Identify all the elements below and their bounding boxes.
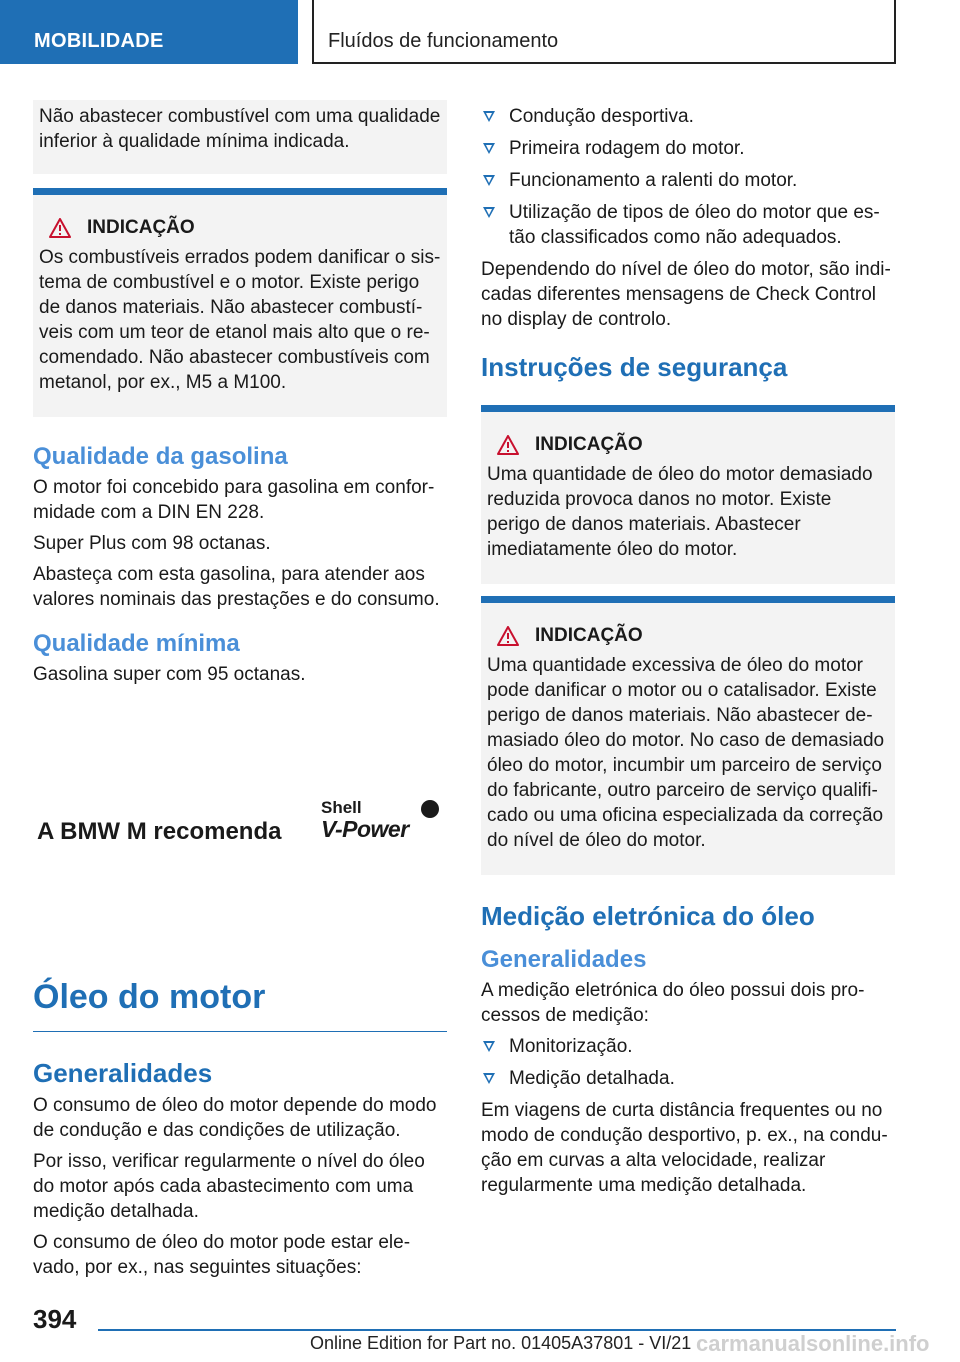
list-item: Primeira rodagem do motor. — [481, 136, 895, 161]
bullet-triangle-icon — [483, 1041, 495, 1052]
warning-text: Os combustíveis errados podem danificar o sistema de combustível e o motor. Existe perigo de danos materiais. Não abastecer combustíveis com um teor de etanol mais alto que o recomendado. Não abastecer combustíveis com metanol, por ex., M5 a M100. — [39, 247, 441, 393]
electronic-measurement-heading: Medição eletrónica do óleo — [481, 901, 815, 931]
warning-title-text: INDICAÇÃO — [87, 217, 195, 238]
warning-box-fuel — [33, 188, 447, 417]
warning-title-text: INDICAÇÃO — [535, 434, 643, 455]
warning-box-low-oil — [481, 405, 895, 584]
electronic-general-heading: Generalidades — [481, 946, 647, 973]
warning-box-excess-oil — [481, 596, 895, 875]
check-control-paragraph: Dependendo do nível de óleo do motor, são indicadas diferentes mensagens de Check Control no display de controlo. — [481, 259, 891, 330]
gasoline-quality-heading: Qualidade da gasolina — [33, 443, 288, 470]
fuel-recommendation-banner — [33, 798, 447, 848]
gear-badge-icon — [421, 800, 439, 818]
bullet-triangle-icon — [483, 1073, 495, 1084]
logo-line-2: V-Power — [321, 816, 409, 842]
warning-triangle-icon — [497, 435, 519, 455]
warning-title — [487, 434, 889, 456]
warning-triangle-icon — [49, 218, 71, 238]
min-quality-paragraph: Gasolina super com 95 octanas. — [33, 664, 306, 685]
warning-title-text: INDICAÇÃO — [535, 625, 643, 646]
header-chapter-label: Fluídos de funcionamento — [328, 30, 559, 52]
left-column-oil — [33, 978, 447, 1286]
header-chapter-tab — [312, 0, 896, 64]
oil-paragraph-1: O consumo de óleo do motor depende do modo de condução e das condições de utilização. — [33, 1095, 437, 1141]
header-section-label: MOBILIDADE — [34, 30, 164, 52]
min-quality-heading: Qualidade mínima — [33, 630, 240, 657]
measurement-list — [481, 1034, 895, 1091]
list-item: Condução desportiva. — [481, 104, 895, 129]
watermark-text: carmanualsonline.info — [696, 1331, 930, 1356]
gasoline-paragraph-3: Abasteça com esta gasolina, para atender aos valores nominais das prestações e do consumo. — [33, 564, 440, 610]
list-item: Utilização de tipos de óleo do motor que estão classificados como não adequados. — [481, 200, 895, 250]
promo-text: A BMW M recomenda — [37, 818, 282, 845]
bullet-triangle-icon — [483, 175, 495, 186]
edition-text: Online Edition for Part no. 01405A37801 - VI/21 — [310, 1333, 692, 1353]
intro-note-text: Não abastecer combustível com uma qualidade inferior à qualidade mínima indicada. — [39, 106, 441, 152]
shell-vpower-logo — [321, 798, 443, 846]
warning-triangle-icon — [497, 626, 519, 646]
gasoline-paragraph-2: Super Plus com 98 octanas. — [33, 533, 271, 554]
oil-paragraph-3: O consumo de óleo do motor pode estar elevado, por ex., nas seguintes situações: — [33, 1232, 411, 1278]
warning-text: Uma quantidade de óleo do motor demasiado reduzida provoca danos no motor. Existe perigo de danos materiais. Abastecer imediatamente óleo do motor. — [487, 464, 873, 560]
right-column — [481, 104, 895, 1204]
chapter-title: Óleo do motor — [33, 978, 447, 1032]
warning-title — [487, 625, 889, 647]
warning-text: Uma quantidade excessiva de óleo do motor pode danificar o motor ou o catalisador. Existe perigo de danos materiais. Não abastecer demasiado óleo do motor. No caso de demasiado óleo do motor, incumbir um parceiro de serviço do fabricante, outro parceiro de serviço qualificado ou uma oficina especializada da correção do nível de óleo do motor. — [487, 655, 885, 851]
list-item: Funcionamento a ralenti do motor. — [481, 168, 895, 193]
oil-paragraph-2: Por isso, verificar regularmente o nível do óleo do motor após cada abastecimento com uma medição detalhada. — [33, 1151, 425, 1222]
electronic-paragraph-1: A medição eletrónica do óleo possui dois processos de medição: — [481, 980, 865, 1026]
logo-line-1: Shell — [321, 798, 362, 817]
page-number: 394 — [33, 1304, 77, 1334]
safety-heading: Instruções de segurança — [481, 352, 788, 382]
bullet-triangle-icon — [483, 143, 495, 154]
left-column — [33, 100, 447, 693]
oil-general-heading: Generalidades — [33, 1058, 213, 1088]
header-section-tab — [0, 0, 298, 64]
electronic-paragraph-2: Em viagens de curta distância frequentes ou no modo de condução desportivo, p. ex., na condução em curvas a alta velocidade, realizar regularmente uma medição detalhada. — [481, 1100, 888, 1196]
intro-note-box — [33, 100, 447, 174]
list-item: Medição detalhada. — [481, 1066, 895, 1091]
situations-list — [481, 104, 895, 250]
warning-title — [39, 217, 441, 239]
bullet-triangle-icon — [483, 111, 495, 122]
list-item: Monitorização. — [481, 1034, 895, 1059]
bullet-triangle-icon — [483, 207, 495, 218]
gasoline-paragraph-1: O motor foi concebido para gasolina em conformidade com a DIN EN 228. — [33, 477, 435, 523]
